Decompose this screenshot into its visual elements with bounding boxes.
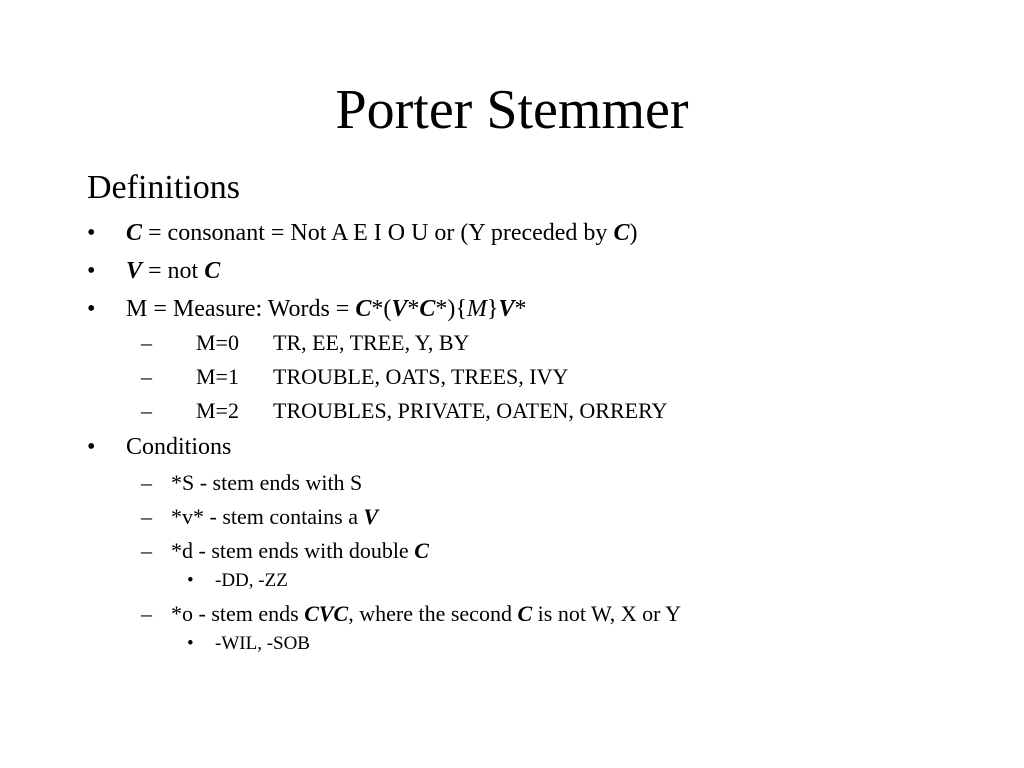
c-definition-close: ) <box>629 220 638 246</box>
condition-o-body: *o - stem ends <box>171 601 305 626</box>
formula-c2: C <box>419 296 436 322</box>
measure-words: TR, EE, TREE, Y, BY <box>273 330 470 355</box>
c-definition-text <box>126 218 637 248</box>
formula-p3: *){ <box>435 296 467 322</box>
c-definition-body: = consonant = Not A E I O U or (Y preceded by <box>142 220 614 246</box>
slide-title: Porter Stemmer <box>335 79 689 141</box>
m-definition-prefix: M = Measure: Words = <box>126 296 356 322</box>
dash-icon: – <box>141 538 152 563</box>
m-definition-text <box>126 294 526 324</box>
measure-label: M=0 <box>196 330 239 355</box>
conditions-label: Conditions <box>126 434 232 460</box>
condition-o-text <box>171 600 681 628</box>
measure-words: TROUBLES, PRIVATE, OATEN, ORRERY <box>273 398 668 423</box>
dash-icon: – <box>141 470 152 495</box>
dash-icon: – <box>141 601 152 626</box>
dash-icon: – <box>141 330 152 355</box>
formula-c1: C <box>355 296 372 322</box>
bullet-icon: • <box>187 570 194 591</box>
condition-v-text <box>171 503 378 531</box>
formula-p1: *( <box>371 296 392 322</box>
condition-o-example-text: -WIL, -SOB <box>215 633 310 654</box>
condition-o-mid: , where the second <box>348 601 518 626</box>
formula-p5: * <box>514 296 527 322</box>
condition-d-body: *d - stem ends with double <box>171 538 415 563</box>
v-symbol: V <box>126 258 143 284</box>
bullet-icon: • <box>87 434 96 460</box>
c-symbol: C <box>517 601 533 626</box>
v-symbol: V <box>363 504 379 529</box>
formula-v1: V <box>391 296 408 322</box>
formula-v2: V <box>498 296 515 322</box>
c-symbol: C <box>126 220 143 246</box>
condition-d-example-text: -DD, -ZZ <box>215 570 288 591</box>
bullet-icon: • <box>87 296 96 322</box>
c-symbol: C <box>414 538 429 563</box>
bullet-icon: • <box>187 633 194 654</box>
dash-icon: – <box>141 398 152 423</box>
bullet-icon: • <box>87 220 96 246</box>
definitions-heading: Definitions <box>87 169 240 206</box>
formula-p2: * <box>407 296 420 322</box>
v-definition-text <box>126 256 220 286</box>
measure-words: TROUBLE, OATS, TREES, IVY <box>273 364 569 389</box>
bullet-icon: • <box>87 258 96 284</box>
cvc-symbol: CVC <box>304 601 349 626</box>
v-definition-body: = not <box>142 258 205 284</box>
formula-m: M <box>466 296 487 322</box>
condition-d-text <box>171 537 429 565</box>
formula-p4: } <box>486 296 499 322</box>
c-symbol: C <box>204 258 221 284</box>
c-symbol-2: C <box>613 220 630 246</box>
condition-o-end: is not W, X or Y <box>532 601 682 626</box>
condition-v-body: *v* - stem contains a <box>171 504 364 529</box>
condition-s-text: *S - stem ends with S <box>171 470 363 495</box>
measure-label: M=1 <box>196 364 239 389</box>
dash-icon: – <box>141 504 152 529</box>
dash-icon: – <box>141 364 152 389</box>
measure-label: M=2 <box>196 398 239 423</box>
